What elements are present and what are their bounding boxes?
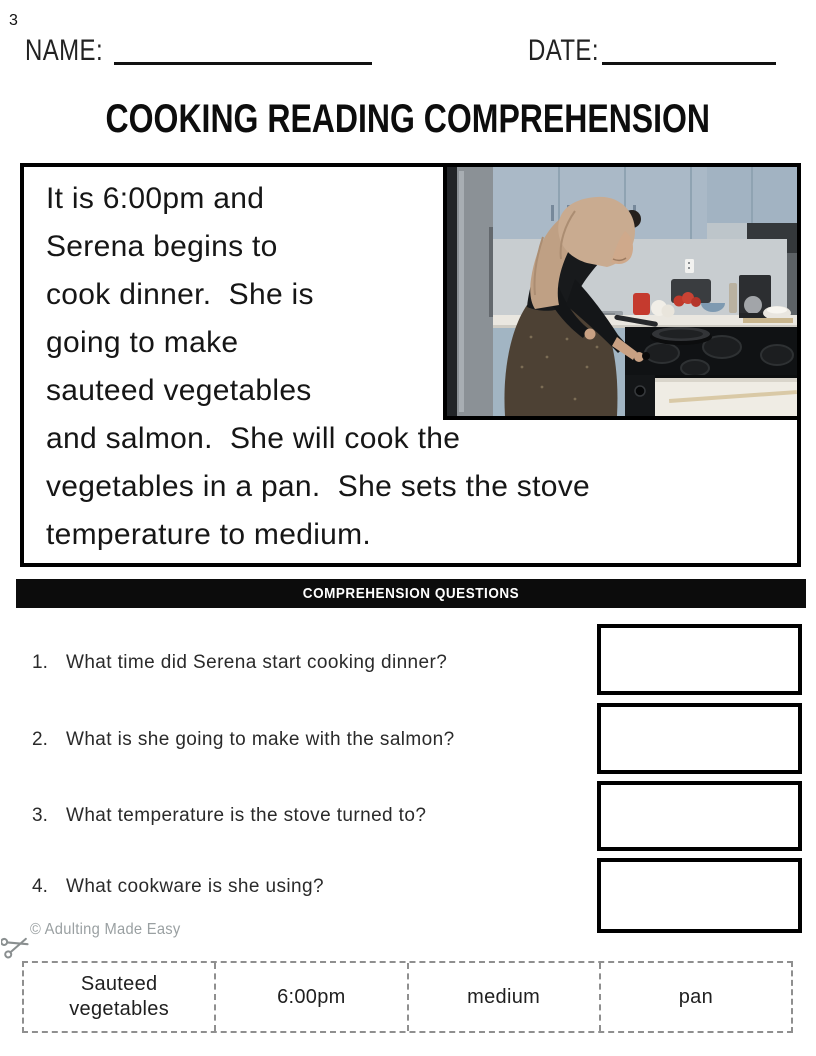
answer-box-1[interactable] (597, 624, 802, 695)
passage-line: temperature to medium. (46, 518, 372, 551)
scissors-icon (1, 931, 31, 959)
passage-line: going to make (46, 326, 239, 359)
word-bank-option-1[interactable] (24, 963, 214, 1031)
reading-passage-box (20, 163, 801, 567)
question-text: What temperature is the stove turned to? (66, 805, 427, 826)
question-text: What time did Serena start cooking dinner? (66, 652, 448, 673)
comprehension-questions-header: COMPREHENSION QUESTIONS (16, 579, 806, 608)
answer-box-2[interactable] (597, 703, 802, 774)
passage-line: vegetables in a pan. She sets the stove (46, 470, 591, 503)
word-bank-label: medium (467, 985, 541, 1008)
passage-text (46, 175, 590, 559)
passage-line: cook dinner. She is (46, 278, 314, 311)
question-text: What cookware is she using? (66, 876, 324, 897)
question-number: 1. (32, 652, 48, 673)
word-bank-label: Sauteed vegetables (69, 973, 169, 1020)
date-label: DATE: (528, 34, 599, 67)
question-number: 3. (32, 805, 48, 826)
page-number: 3 (9, 12, 18, 29)
passage-line: It is 6:00pm and (46, 182, 265, 215)
word-bank (22, 961, 793, 1033)
word-bank-option-2[interactable] (214, 963, 406, 1031)
passage-line: sauteed vegetables (46, 374, 312, 407)
name-input-line[interactable] (114, 62, 372, 65)
word-bank-option-4[interactable] (599, 963, 791, 1031)
passage-line: and salmon. She will cook the (46, 422, 461, 455)
question-number: 2. (32, 729, 48, 750)
answer-box-4[interactable] (597, 858, 802, 933)
question-number: 4. (32, 876, 48, 897)
word-bank-option-3[interactable] (407, 963, 599, 1031)
word-bank-label: 6:00pm (277, 985, 346, 1008)
date-input-line[interactable] (602, 62, 776, 65)
passage-line: Serena begins to (46, 230, 278, 263)
page-title: COOKING READING COMPREHENSION (105, 97, 711, 141)
answer-box-3[interactable] (597, 781, 802, 851)
question-text: What is she going to make with the salmon? (66, 729, 455, 750)
word-bank-label: pan (678, 985, 714, 1008)
name-label: NAME: (25, 34, 104, 67)
copyright-text: © Adulting Made Easy (30, 921, 181, 938)
